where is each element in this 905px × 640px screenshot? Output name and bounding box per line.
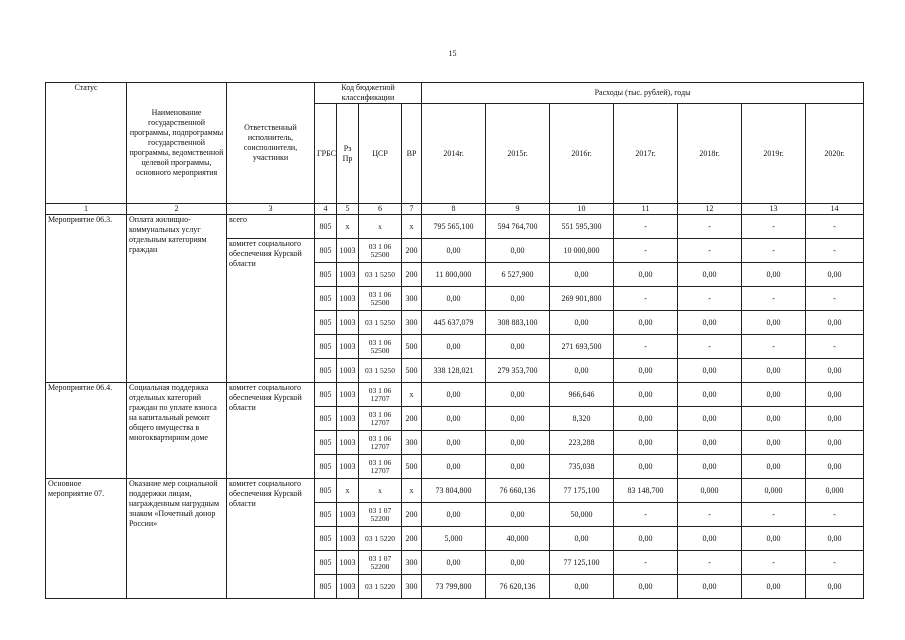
csr-cell: 03 1 06 52500 xyxy=(359,335,402,359)
measure-name: Оказание мер социальной поддержки лицам, награжденным нагрудным знаком «Почетный донор России» xyxy=(127,479,227,599)
header-year: 2018г. xyxy=(678,104,742,204)
column-number: 2 xyxy=(127,204,227,215)
column-number: 1 xyxy=(46,204,127,215)
expense-cell: 76 620,136 xyxy=(486,575,550,599)
header-rzpr: Рз Пр xyxy=(337,104,359,204)
vr-cell: 200 xyxy=(402,527,422,551)
measure-name: Оплата жилищно-коммунальных услуг отдельным категориям граждан xyxy=(127,215,227,383)
expense-cell: - xyxy=(742,215,806,239)
expense-cell: - xyxy=(678,239,742,263)
expense-cell: - xyxy=(614,215,678,239)
expense-cell: 83 148,700 xyxy=(614,479,678,503)
table-row xyxy=(46,215,864,239)
expense-cell: 0,00 xyxy=(614,311,678,335)
vr-cell: 300 xyxy=(402,575,422,599)
csr-cell: 03 1 06 12707 xyxy=(359,383,402,407)
expense-cell: 0,00 xyxy=(614,407,678,431)
expense-cell: 0,00 xyxy=(678,527,742,551)
column-number: 5 xyxy=(337,204,359,215)
executor-cell: комитет социального обеспечения Курской области xyxy=(227,479,315,599)
expense-cell: - xyxy=(806,287,864,311)
rzpr-cell: 1003 xyxy=(337,359,359,383)
expense-cell: 0,00 xyxy=(678,311,742,335)
expense-cell: 6 527,900 xyxy=(486,263,550,287)
header-name: Наименование государственной программы, подпрограммы государственной программы, ведомственной целевой программы, основного мероприятия xyxy=(127,83,227,204)
expense-cell: 8,320 xyxy=(550,407,614,431)
csr-cell: 03 1 5250 xyxy=(359,311,402,335)
table-body xyxy=(46,204,864,599)
csr-cell: 03 1 06 12707 xyxy=(359,407,402,431)
expense-cell: 0,00 xyxy=(678,263,742,287)
expense-cell: 0,00 xyxy=(486,383,550,407)
expense-cell: 0,00 xyxy=(486,335,550,359)
expense-cell: 0,00 xyxy=(422,503,486,527)
expense-cell: 0,00 xyxy=(806,527,864,551)
expense-cell: 0,00 xyxy=(806,311,864,335)
expense-cell: 0,00 xyxy=(806,383,864,407)
expense-cell: - xyxy=(678,551,742,575)
expense-cell: - xyxy=(614,503,678,527)
expense-cell: 0,00 xyxy=(422,407,486,431)
expense-cell: 5,000 xyxy=(422,527,486,551)
expense-cell: 77 125,100 xyxy=(550,551,614,575)
header-year: 2017г. xyxy=(614,104,678,204)
expense-cell: 0,00 xyxy=(614,359,678,383)
grbs-cell: 805 xyxy=(315,287,337,311)
expense-cell: - xyxy=(614,239,678,263)
expense-cell: 0,000 xyxy=(678,479,742,503)
expense-cell: 0,00 xyxy=(614,575,678,599)
expense-cell: - xyxy=(678,215,742,239)
rzpr-cell: 1003 xyxy=(337,455,359,479)
header-year: 2019г. xyxy=(742,104,806,204)
expense-cell: 0,00 xyxy=(678,383,742,407)
header-grbs: ГРБС xyxy=(315,104,337,204)
header-year: 2020г. xyxy=(806,104,864,204)
expense-cell: - xyxy=(678,287,742,311)
table-row xyxy=(46,383,864,407)
csr-cell: х xyxy=(359,479,402,503)
expense-cell: 0,00 xyxy=(678,407,742,431)
expense-cell: 0,00 xyxy=(422,287,486,311)
expense-cell: 0,00 xyxy=(678,431,742,455)
vr-cell: х xyxy=(402,383,422,407)
expense-cell: - xyxy=(742,335,806,359)
grbs-cell: 805 xyxy=(315,311,337,335)
expense-cell: 0,00 xyxy=(742,359,806,383)
csr-cell: 03 1 5250 xyxy=(359,359,402,383)
vr-cell: 500 xyxy=(402,359,422,383)
expense-cell: 0,00 xyxy=(486,407,550,431)
csr-cell: 03 1 07 52200 xyxy=(359,551,402,575)
measure-name: Социальная поддержка отдельных категорий граждан по уплате взноса на капитальный ремонт общего имущества в многоквартирном доме xyxy=(127,383,227,479)
csr-cell: 03 1 06 12707 xyxy=(359,431,402,455)
expense-cell: - xyxy=(614,287,678,311)
expense-cell: 73 804,800 xyxy=(422,479,486,503)
grbs-cell: 805 xyxy=(315,527,337,551)
expense-cell: - xyxy=(806,503,864,527)
grbs-cell: 805 xyxy=(315,407,337,431)
header-year: 2014г. xyxy=(422,104,486,204)
expense-cell: 0,00 xyxy=(486,287,550,311)
expense-cell: 0,00 xyxy=(550,527,614,551)
header-expenses: Расходы (тыс. рублей), годы xyxy=(422,83,864,104)
expense-cell: - xyxy=(806,335,864,359)
expense-cell: 0,00 xyxy=(742,575,806,599)
expense-cell: 0,00 xyxy=(422,335,486,359)
expense-cell: - xyxy=(742,503,806,527)
vr-cell: 300 xyxy=(402,287,422,311)
expense-cell: 0,00 xyxy=(614,263,678,287)
expense-cell: 0,00 xyxy=(742,455,806,479)
rzpr-cell: 1003 xyxy=(337,239,359,263)
expense-cell: 269 901,800 xyxy=(550,287,614,311)
expense-cell: 0,00 xyxy=(422,239,486,263)
executor-cell: всего xyxy=(227,215,315,239)
vr-cell: 300 xyxy=(402,311,422,335)
csr-cell: 03 1 07 52200 xyxy=(359,503,402,527)
grbs-cell: 805 xyxy=(315,503,337,527)
rzpr-cell: 1003 xyxy=(337,431,359,455)
expense-cell: 0,00 xyxy=(742,431,806,455)
expense-cell: 0,00 xyxy=(486,455,550,479)
expense-cell: 76 660,136 xyxy=(486,479,550,503)
expense-cell: 11 800,000 xyxy=(422,263,486,287)
vr-cell: 200 xyxy=(402,503,422,527)
grbs-cell: 805 xyxy=(315,215,337,239)
column-number: 10 xyxy=(550,204,614,215)
expense-cell: 0,00 xyxy=(422,431,486,455)
expense-cell: - xyxy=(678,335,742,359)
grbs-cell: 805 xyxy=(315,431,337,455)
rzpr-cell: 1003 xyxy=(337,263,359,287)
grbs-cell: 805 xyxy=(315,383,337,407)
expense-cell: - xyxy=(614,551,678,575)
column-number: 3 xyxy=(227,204,315,215)
expense-cell: - xyxy=(806,215,864,239)
vr-cell: 300 xyxy=(402,551,422,575)
expense-cell: 0,000 xyxy=(742,479,806,503)
vr-cell: 200 xyxy=(402,239,422,263)
csr-cell: 03 1 06 12707 xyxy=(359,455,402,479)
expense-cell: 0,00 xyxy=(678,575,742,599)
expense-cell: 50,000 xyxy=(550,503,614,527)
expense-cell: - xyxy=(742,287,806,311)
rzpr-cell: 1003 xyxy=(337,503,359,527)
column-number: 7 xyxy=(402,204,422,215)
expense-cell: 0,00 xyxy=(678,455,742,479)
column-number: 13 xyxy=(742,204,806,215)
expense-cell: 0,00 xyxy=(806,455,864,479)
expense-cell: 0,00 xyxy=(742,407,806,431)
grbs-cell: 805 xyxy=(315,335,337,359)
header-year: 2016г. xyxy=(550,104,614,204)
expense-cell: 0,00 xyxy=(422,383,486,407)
expense-cell: 0,00 xyxy=(550,575,614,599)
rzpr-cell: х xyxy=(337,479,359,503)
vr-cell: 200 xyxy=(402,407,422,431)
expense-cell: 0,00 xyxy=(742,263,806,287)
vr-cell: 500 xyxy=(402,455,422,479)
expense-cell: 0,00 xyxy=(614,455,678,479)
column-number: 6 xyxy=(359,204,402,215)
expense-cell: 10 000,000 xyxy=(550,239,614,263)
csr-cell: 03 1 5250 xyxy=(359,263,402,287)
vr-cell: х xyxy=(402,215,422,239)
expense-cell: 735,038 xyxy=(550,455,614,479)
column-number: 8 xyxy=(422,204,486,215)
grbs-cell: 805 xyxy=(315,479,337,503)
rzpr-cell: 1003 xyxy=(337,383,359,407)
header-vr: ВР xyxy=(402,104,422,204)
column-number-row xyxy=(46,204,864,215)
expense-cell: 0,00 xyxy=(742,311,806,335)
csr-cell: 03 1 5220 xyxy=(359,527,402,551)
column-number: 9 xyxy=(486,204,550,215)
expense-cell: 795 565,100 xyxy=(422,215,486,239)
grbs-cell: 805 xyxy=(315,239,337,263)
expense-cell: 445 637,079 xyxy=(422,311,486,335)
header-year: 2015г. xyxy=(486,104,550,204)
expense-cell: 0,00 xyxy=(614,431,678,455)
expense-cell: 0,00 xyxy=(550,263,614,287)
rzpr-cell: 1003 xyxy=(337,311,359,335)
executor-cell: комитет социального обеспечения Курской области xyxy=(227,383,315,479)
measure-status: Мероприятие 06.3. xyxy=(46,215,127,383)
grbs-cell: 805 xyxy=(315,575,337,599)
vr-cell: 200 xyxy=(402,263,422,287)
expense-cell: 0,00 xyxy=(614,383,678,407)
expense-cell: 77 175,100 xyxy=(550,479,614,503)
expense-cell: - xyxy=(742,551,806,575)
csr-cell: 03 1 06 52500 xyxy=(359,287,402,311)
vr-cell: 500 xyxy=(402,335,422,359)
expense-cell: - xyxy=(678,503,742,527)
header-budget-code: Код бюджетной классификации xyxy=(315,83,422,104)
executor-cell: комитет социального обеспечения Курской области xyxy=(227,239,315,383)
rzpr-cell: 1003 xyxy=(337,287,359,311)
grbs-cell: 805 xyxy=(315,551,337,575)
expense-cell: 223,288 xyxy=(550,431,614,455)
expense-cell: 0,00 xyxy=(422,455,486,479)
column-number: 11 xyxy=(614,204,678,215)
expense-cell: - xyxy=(806,239,864,263)
expense-cell: 338 128,021 xyxy=(422,359,486,383)
budget-expenses-table xyxy=(45,82,864,599)
column-number: 14 xyxy=(806,204,864,215)
column-number: 4 xyxy=(315,204,337,215)
expense-cell: - xyxy=(614,335,678,359)
expense-cell: 0,00 xyxy=(486,551,550,575)
expense-cell: 0,00 xyxy=(742,383,806,407)
grbs-cell: 805 xyxy=(315,455,337,479)
expense-cell: 0,00 xyxy=(486,431,550,455)
header-executor: Ответственный исполнитель, соисполнители, участники xyxy=(227,83,315,204)
header-csr: ЦСР xyxy=(359,104,402,204)
expense-cell: - xyxy=(806,551,864,575)
expense-cell: 0,00 xyxy=(550,359,614,383)
column-number: 12 xyxy=(678,204,742,215)
rzpr-cell: 1003 xyxy=(337,551,359,575)
expense-cell: 0,000 xyxy=(806,479,864,503)
header-status: Статус xyxy=(46,83,127,204)
csr-cell: х xyxy=(359,215,402,239)
expense-cell: 551 595,300 xyxy=(550,215,614,239)
expense-cell: 0,00 xyxy=(550,311,614,335)
page-number: 15 xyxy=(448,49,457,58)
vr-cell: 300 xyxy=(402,431,422,455)
measure-status: Основное мероприятие 07. xyxy=(46,479,127,599)
expense-cell: 73 799,800 xyxy=(422,575,486,599)
expense-cell: 0,00 xyxy=(678,359,742,383)
rzpr-cell: 1003 xyxy=(337,527,359,551)
rzpr-cell: 1003 xyxy=(337,575,359,599)
expense-cell: - xyxy=(742,239,806,263)
expense-cell: 0,00 xyxy=(806,407,864,431)
expense-cell: 0,00 xyxy=(422,551,486,575)
csr-cell: 03 1 06 52500 xyxy=(359,239,402,263)
grbs-cell: 805 xyxy=(315,263,337,287)
expense-cell: 0,00 xyxy=(806,431,864,455)
expense-cell: 0,00 xyxy=(486,503,550,527)
expense-cell: 0,00 xyxy=(806,263,864,287)
rzpr-cell: х xyxy=(337,215,359,239)
expense-cell: 271 693,500 xyxy=(550,335,614,359)
grbs-cell: 805 xyxy=(315,359,337,383)
measure-status: Мероприятие 06.4. xyxy=(46,383,127,479)
rzpr-cell: 1003 xyxy=(337,335,359,359)
vr-cell: х xyxy=(402,479,422,503)
expense-cell: 594 764,700 xyxy=(486,215,550,239)
expense-cell: 966,646 xyxy=(550,383,614,407)
expense-cell: 0,00 xyxy=(486,239,550,263)
rzpr-cell: 1003 xyxy=(337,407,359,431)
expense-cell: 40,000 xyxy=(486,527,550,551)
expense-cell: 279 353,700 xyxy=(486,359,550,383)
expense-cell: 0,00 xyxy=(742,527,806,551)
expense-cell: 0,00 xyxy=(806,359,864,383)
expense-cell: 0,00 xyxy=(614,527,678,551)
expense-cell: 308 883,100 xyxy=(486,311,550,335)
table-row xyxy=(46,479,864,503)
csr-cell: 03 1 5220 xyxy=(359,575,402,599)
expense-cell: 0,00 xyxy=(806,575,864,599)
